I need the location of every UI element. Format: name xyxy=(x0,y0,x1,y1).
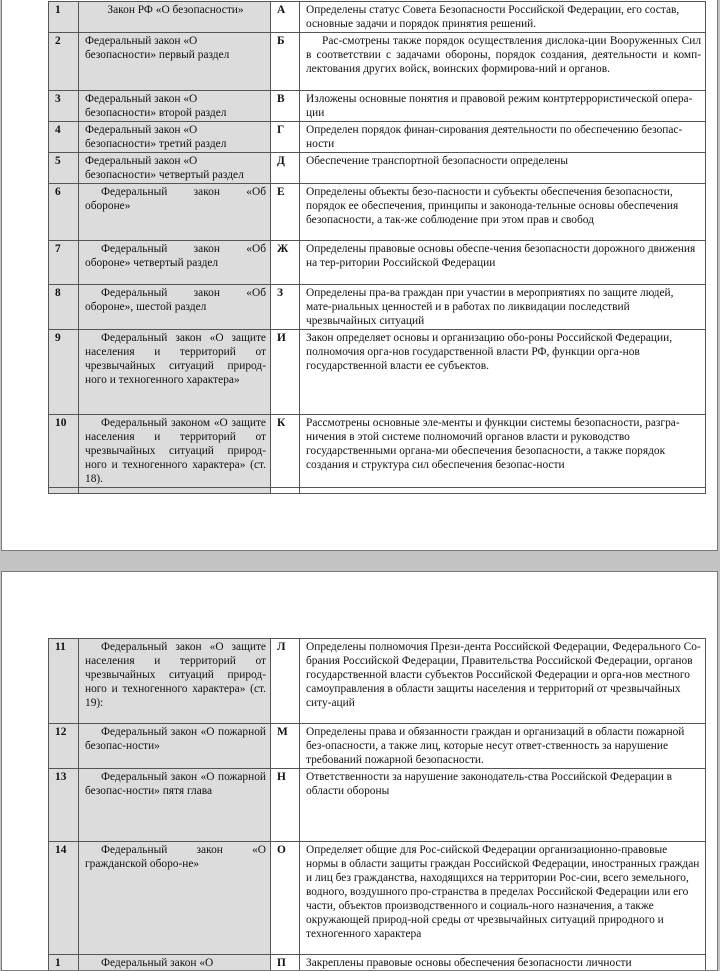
answer-letter: Л xyxy=(271,639,300,724)
law-title: Федеральный закон «О пожарной безопас-ности» пятя глава xyxy=(79,769,271,842)
law-title: Федеральный закон «О безопасности» первый раздел xyxy=(79,33,271,91)
law-description: Обеспечение транспортной безопасности определены xyxy=(300,153,706,184)
table-row xyxy=(49,415,706,488)
law-title: Федеральный закон «О гражданской оборо-не» xyxy=(79,842,271,955)
row-number: 9 xyxy=(49,330,79,415)
row-number: 5 xyxy=(49,153,79,184)
law-description: Рас-смотрены также порядок осуществления дислока-ции Вооруженных Сил в соответствии с задачами обороны, порядок создания, деятельности и комп-лектования других войск, воинских формирова-ний и органов. xyxy=(300,33,706,91)
answer-letter: Ж xyxy=(271,241,300,285)
answer-letter: К xyxy=(271,415,300,488)
law-title: Федеральный законом «О защите населения и территорий от чрезвычайных ситуаций природ-ного и техногенного характера» (ст. 18). xyxy=(79,415,271,488)
law-title: Федеральный закон «О безопасности» второй раздел xyxy=(79,91,271,122)
row-number xyxy=(49,488,79,494)
row-number: 2 xyxy=(49,33,79,91)
answer-letter: И xyxy=(271,330,300,415)
table-row xyxy=(49,122,706,153)
law-description: Закон определяет основы и организацию обо-роны Российской Федерации, полномочия орга-нов государственной власти РФ, функции орга-нов государственной власти ее субъектов. xyxy=(300,330,706,415)
law-title: Федеральный закон «О xyxy=(79,955,271,971)
answer-letter: П xyxy=(271,955,300,971)
matching-table-page-2 xyxy=(48,638,706,971)
row-number: 8 xyxy=(49,285,79,330)
law-description: Ответственности за нарушение законодатель-ства Российской Федерации в области обороны xyxy=(300,769,706,842)
table-row xyxy=(49,2,706,33)
law-description: Рассмотрены основные эле-менты и функции системы безопасности, разгра-ничения в этой системе полномочий органов власти и руководство государственными органа-ми обеспечения безопасности, а также порядок создания и структура сил обеспечения безопас-ности xyxy=(300,415,706,488)
law-title: Федеральный закон «О защите населения и территорий от чрезвычайных ситуаций природ-ного и техногенного характера» xyxy=(79,330,271,415)
table-row xyxy=(49,955,706,971)
law-description: Определены полномочия Прези-дента Российской Федерации, Федерального Со-брания Российской Федерации, Правительства Российской Федерации, органов государственной власти субъектов Российской Федерации и орга-нов местного самоуправления в области защиты населения и территорий от чрезвычайных ситу-аций xyxy=(300,639,706,724)
row-number: 12 xyxy=(49,724,79,769)
law-description: Изложены основные понятия и правовой режим контртеррористической опера-ции xyxy=(300,91,706,122)
table-row xyxy=(49,33,706,91)
answer-letter: Н xyxy=(271,769,300,842)
law-description: Определены права и обязанности граждан и организаций в области пожарной без-опасности, а также лиц, которые несут ответ-ственность за нарушение требований пожарной безопасности. xyxy=(300,724,706,769)
answer-letter: Е xyxy=(271,184,300,241)
answer-letter: Б xyxy=(271,33,300,91)
answer-letter: Д xyxy=(271,153,300,184)
row-number: 1 xyxy=(49,955,79,971)
law-description xyxy=(300,488,706,494)
law-description: Определяет общие для Рос-сийской Федерации организационно-правовые нормы в области защиты граждан Российской Федерации, иностранных граждан и лиц без гражданства, находящихся на территории Рос-сии, всего земельного, водного, воздушного про-странства в пределах Российской Федерации или его части, объектов производственного и социаль-ного назначения, а также окружающей природ-ной среды от чрезвычайных ситуаций природного и техногенного характера xyxy=(300,842,706,955)
row-number: 14 xyxy=(49,842,79,955)
table-row xyxy=(49,488,706,494)
table-row xyxy=(49,330,706,415)
answer-letter: В xyxy=(271,91,300,122)
law-description: Определены объекты безо-пасности и субъекты обеспечения безопасности, порядок ее обеспечения, принципы и законода-тельные основы обеспечения безопасности, а так-же соблюдение при этом прав и свобод xyxy=(300,184,706,241)
law-description: Определены статус Совета Безопасности Российской Федерации, его состав, основные задачи и порядок принятия решений. xyxy=(300,2,706,33)
table-row xyxy=(49,184,706,241)
law-title: Федеральный закон «О защите населения и территорий от чрезвычайных ситуаций природ-ного и техногенного характера» (ст. 19): xyxy=(79,639,271,724)
table-row xyxy=(49,91,706,122)
law-title: Федеральный закон «Об обороне» четвертый раздел xyxy=(79,241,271,285)
table-row xyxy=(49,769,706,842)
row-number: 11 xyxy=(49,639,79,724)
table-row xyxy=(49,724,706,769)
row-number: 4 xyxy=(49,122,79,153)
law-description: Закреплены правовые основы обеспечения безопасности личности xyxy=(300,955,706,971)
law-title: Федеральный закон «О безопасности» третий раздел xyxy=(79,122,271,153)
table-row xyxy=(49,153,706,184)
document-page-1 xyxy=(1,0,718,551)
row-number: 1 xyxy=(49,2,79,33)
law-title: Федеральный закон «Об обороне», шестой раздел xyxy=(79,285,271,330)
answer-letter: М xyxy=(271,724,300,769)
answer-letter: О xyxy=(271,842,300,955)
row-number: 10 xyxy=(49,415,79,488)
law-description: Определены правовые основы обеспе-чения безопасности дорожного движения на тер-ритории Российской Федерации xyxy=(300,241,706,285)
table-row xyxy=(49,842,706,955)
table-row xyxy=(49,285,706,330)
answer-letter: А xyxy=(271,2,300,33)
table-row xyxy=(49,639,706,724)
law-description: Определен порядок финан-сирования деятельности по обеспечению безопас-ности xyxy=(300,122,706,153)
law-title: Федеральный закон «О пожарной безопас-ности» xyxy=(79,724,271,769)
row-number: 6 xyxy=(49,184,79,241)
answer-letter: З xyxy=(271,285,300,330)
law-title: Федеральный закон «О безопасности» четвертый раздел xyxy=(79,153,271,184)
row-number: 3 xyxy=(49,91,79,122)
row-number: 13 xyxy=(49,769,79,842)
answer-letter: Г xyxy=(271,122,300,153)
law-title xyxy=(79,488,271,494)
answer-letter xyxy=(271,488,300,494)
table-row xyxy=(49,241,706,285)
law-description: Определены пра-ва граждан при участии в мероприятиях по защите людей, мате-риальных ценностей и в работах по ликвидации последствий чрезвычайных ситуаций xyxy=(300,285,706,330)
row-number: 7 xyxy=(49,241,79,285)
law-title: Закон РФ «О безопасности» xyxy=(79,2,271,33)
law-title: Федеральный закон «Об обороне» xyxy=(79,184,271,241)
page-separator xyxy=(0,551,720,571)
document-page-2 xyxy=(1,571,718,971)
matching-table-page-1 xyxy=(48,1,706,494)
